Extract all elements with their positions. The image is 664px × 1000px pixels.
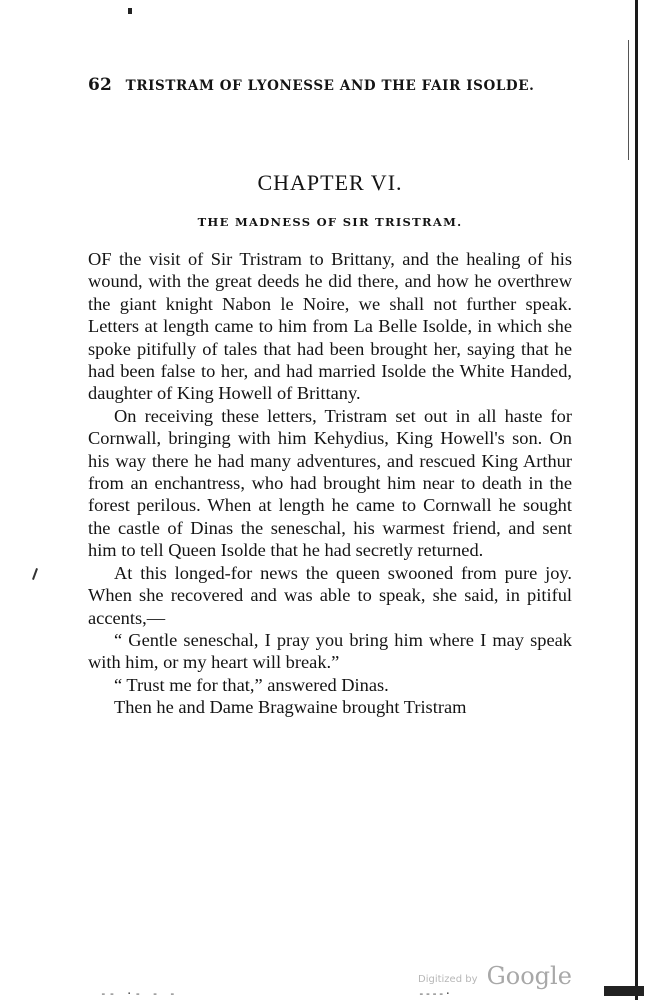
scan-noise-mid: ----· — [418, 987, 452, 1000]
running-title: TRISTRAM OF LYONESSE AND THE FAIR ISOLDE. — [125, 78, 535, 94]
paragraph: On receiving these letters, Tristram set out in all haste for Cornwall, bringing with him Kehydius, King Howell's son. On his way there he had many adventures, and rescued King Arthur from an enchantress, who had brought him near to death in the forest perilous. When at length he came to Cornwall he sought the castle of Dinas the seneschal, his warmest friend, and sent him to tell Queen Isolde that he had secretly returned. — [88, 405, 572, 561]
scan-page-edge-shadow — [628, 40, 629, 160]
scan-corner-mark — [604, 986, 644, 996]
chapter-subtitle: THE MADNESS OF SIR TRISTRAM. — [197, 215, 463, 229]
running-head — [88, 75, 574, 95]
margin-pencil-mark — [32, 568, 38, 580]
paragraph: OF the visit of Sir Tristram to Brittany, and the healing of his wound, with the great deeds he did there, and how he overthrew the giant knight Nabon le Noire, we shall not further speak. Letters at length came to him from La Belle Isolde, in which she spoke pitifully of tales that had been brought her, saying that he had been false to her, and had married Isolde the White Handed, daughter of King Howell of Brittany. — [88, 249, 572, 404]
digitized-watermark — [418, 962, 572, 990]
paragraph: Then he and Dame Bragwaine brought Tristram — [114, 697, 467, 718]
paragraph: At this longed-for news the queen swooned from pure joy. When she recovered and was able to speak, she said, in pitiful accents,— — [88, 562, 572, 628]
scan-noise-left: -- ·- - - — [100, 987, 178, 1000]
body-text — [88, 248, 572, 719]
paragraph: “ Gentle seneschal, I pray you bring him where I may speak with him, or my heart will break.” — [88, 629, 572, 673]
scan-speck — [128, 8, 132, 14]
scan-page-edge — [635, 0, 638, 1000]
paragraph: “ Trust me for that,” answered Dinas. — [114, 674, 389, 695]
digitized-by-label: Digitized by — [418, 974, 478, 985]
google-logo: Google — [486, 962, 572, 990]
page-number: 62 — [88, 75, 113, 95]
chapter-title: CHAPTER VI. — [257, 170, 403, 195]
